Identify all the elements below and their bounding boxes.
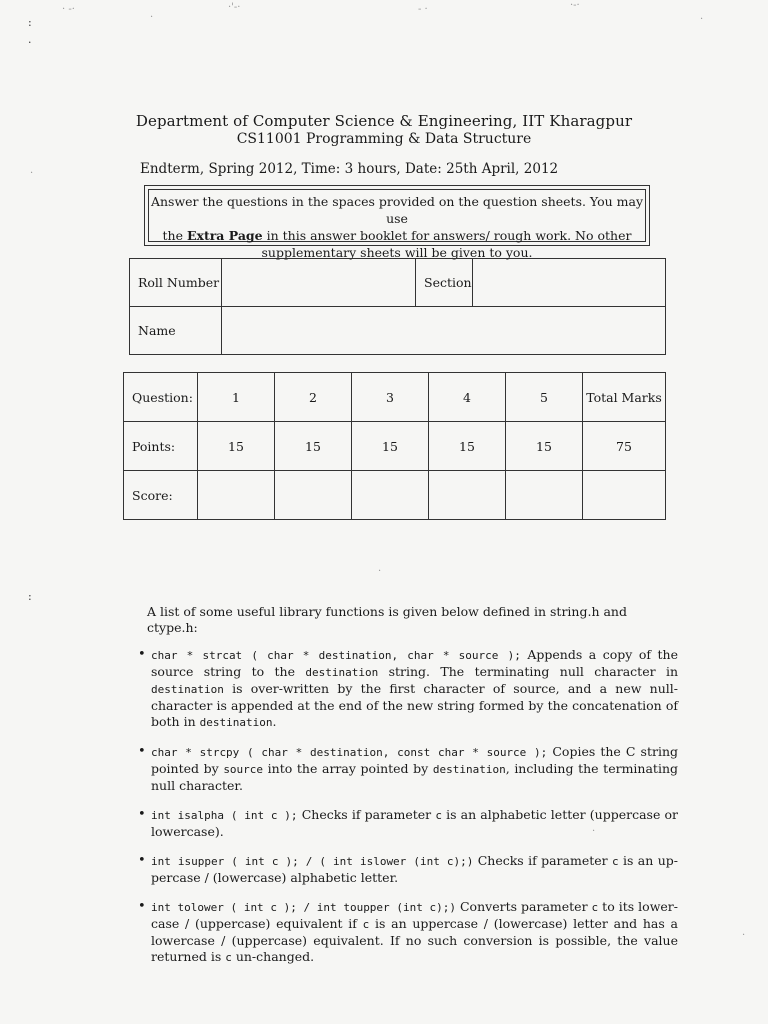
- instructions-line-2: [149, 227, 645, 244]
- function-description: .: [272, 714, 277, 729]
- function-description: Checks if parameter: [297, 807, 436, 822]
- function-signature: int isupper ( int c ); / ( int islower (int c);): [151, 855, 474, 868]
- code-term: destination: [199, 716, 273, 729]
- function-description: is an uppercase / (lowercase) letter and has a lowercase / (uppercase) equivalent. If no such conversion is possible, the value returned is: [151, 916, 678, 964]
- total-score-cell[interactable]: [583, 471, 666, 520]
- function-description: Copies the C string pointed by: [151, 744, 679, 776]
- margin-mark: ·: [28, 36, 32, 49]
- code-term: c: [225, 951, 232, 964]
- code-term: destination: [151, 683, 224, 696]
- function-description: Converts parameter: [455, 899, 592, 914]
- question-label: Question:: [124, 373, 198, 422]
- margin-mark: :: [28, 16, 32, 29]
- code-term: source: [223, 763, 264, 776]
- score-cell[interactable]: [506, 471, 583, 520]
- instructions-line-3: supplementary sheets will be given to you.: [261, 245, 533, 260]
- code-term: c: [612, 855, 619, 868]
- function-signature: char * strcat ( char * destination, char * source );: [151, 649, 521, 662]
- function-description: un-changed.: [231, 949, 315, 964]
- function-item-isupper: [138, 853, 678, 886]
- margin-mark: :: [28, 590, 32, 603]
- exam-page: · -· ·'-· - · ·-· · · · · · · : · : Department of Computer Science & Engineering, IIT Kharagpur CS11001 Programming & Data Structure Endterm, Spring 2012, Time: 3 hours, Date: 25th April, 2012 Answer the questions in the spaces provided on the question sheets. You may use the Extra Page in this answer booklet for answers/ rough work. No other supplementary sheets will be given to you. Roll Number Section Name Question: 1 2 3 4 5 Total Marks Points: 15 15 15 15 15 75 Score: A list of some useful library functions is given below defined in string.h and ctype.h: • char * strcat ( char * destination, char * source ); Appends a copy of the source string to the destination string. The terminating null character in destination is over-written by the first character of source, and a new null-character is appended at the end of the new string formed by the concatenation of both in destination. • char * strcpy ( char * destination, const char * source ); Copies the C string pointed by source into the array pointed by destination, including the terminating null character. • int isalpha ( int c ); Checks if parameter c is an alphabetic letter (uppercase or lowercase). • int isupper ( int c ); / ( int islower (int c);) Checks if parameter c is an up-percase / (lowercase) alphabetic letter. • int tolower ( int c ); / int toupper (int c);) Converts parameter c to its lower-case / (uppercase) equivalent if c is an uppercase / (lowercase) letter and has a lowercase / (uppercase) equivalent. If no such conversion is possible, the value returned is c un-changed.: [0, 0, 768, 1024]
- function-signature: int tolower ( int c ); / int toupper (int c);): [151, 901, 456, 914]
- function-description: to its lower-case / (uppercase) equivalent if: [151, 899, 678, 931]
- total-marks-label: Total Marks: [583, 373, 666, 422]
- question-number: 4: [429, 373, 506, 422]
- instructions-line-1: Answer the questions in the spaces provided on the question sheets. You may use: [150, 194, 644, 226]
- question-number: 5: [506, 373, 583, 422]
- instructions-text: [148, 189, 646, 260]
- score-label: Score:: [124, 471, 198, 520]
- function-description: string. The terminating null character in: [378, 664, 678, 679]
- bullet-icon: •: [138, 899, 146, 914]
- score-cell[interactable]: [198, 471, 275, 520]
- function-item-tolower: [138, 899, 678, 966]
- score-row: [124, 471, 666, 520]
- extra-page-emphasis: Extra Page: [186, 228, 263, 243]
- question-number: 2: [275, 373, 352, 422]
- code-term: c: [435, 809, 442, 822]
- section-label: Section: [416, 259, 473, 307]
- department-title: Department of Computer Science & Engineering, IIT Kharagpur: [135, 112, 633, 130]
- bullet-icon: •: [138, 744, 146, 759]
- exam-info: Endterm, Spring 2012, Time: 3 hours, Date: 25th April, 2012: [140, 161, 559, 177]
- question-number: 3: [352, 373, 429, 422]
- question-points: 15: [198, 422, 275, 471]
- student-id-table: [129, 258, 666, 355]
- function-signature: int isalpha ( int c );: [151, 809, 298, 822]
- score-cell[interactable]: [429, 471, 506, 520]
- course-title: CS11001 Programming & Data Structure: [236, 131, 532, 147]
- roll-number-field[interactable]: [222, 259, 416, 307]
- question-points: 15: [275, 422, 352, 471]
- function-item-isalpha: [138, 807, 678, 840]
- function-signature: char * strcpy ( char * destination, const char * source );: [151, 746, 548, 759]
- code-term: destination: [305, 666, 379, 679]
- score-cell[interactable]: [352, 471, 429, 520]
- points-row: [124, 422, 666, 471]
- marks-table: [123, 372, 666, 520]
- code-term: c: [362, 918, 370, 931]
- function-description: into the array pointed by: [263, 761, 433, 776]
- question-points: 15: [429, 422, 506, 471]
- instructions-line-2-pre: the: [162, 228, 187, 243]
- section-field[interactable]: [472, 259, 665, 307]
- bullet-icon: •: [138, 853, 146, 868]
- library-functions: [138, 604, 678, 979]
- name-field[interactable]: [222, 307, 666, 355]
- code-term: c: [591, 901, 599, 914]
- function-item-strcpy: [138, 744, 678, 794]
- function-description: is over-written by the first character of source, and a new null-character is appended at the end of the new string formed by the concatenation of both in: [151, 681, 678, 729]
- score-cell[interactable]: [275, 471, 352, 520]
- function-description: is an up-percase / (lowercase) alphabetic letter.: [151, 853, 678, 885]
- question-points: 15: [506, 422, 583, 471]
- instructions-box: [144, 185, 650, 260]
- function-description: is an alphabetic letter (uppercase or lowercase).: [151, 807, 678, 839]
- question-points: 15: [352, 422, 429, 471]
- name-label: Name: [130, 307, 222, 355]
- roll-number-label: Roll Number: [130, 259, 222, 307]
- bullet-icon: •: [138, 807, 146, 822]
- function-description: , including the terminating null character.: [151, 761, 679, 793]
- question-number: 1: [198, 373, 275, 422]
- question-row: [124, 373, 666, 422]
- instructions-line-2-post: in this answer booklet for answers/ rough work. No other: [262, 228, 632, 243]
- bullet-icon: •: [138, 647, 146, 662]
- function-description: Appends a copy of the source string to the: [151, 647, 679, 679]
- total-points: 75: [583, 422, 666, 471]
- points-label: Points:: [124, 422, 198, 471]
- code-term: destination: [432, 763, 506, 776]
- function-item-strcat: [138, 647, 678, 731]
- functions-intro: A list of some useful library functions is given below defined in string.h and ctype.h:: [147, 604, 627, 635]
- function-description: Checks if parameter: [473, 853, 613, 868]
